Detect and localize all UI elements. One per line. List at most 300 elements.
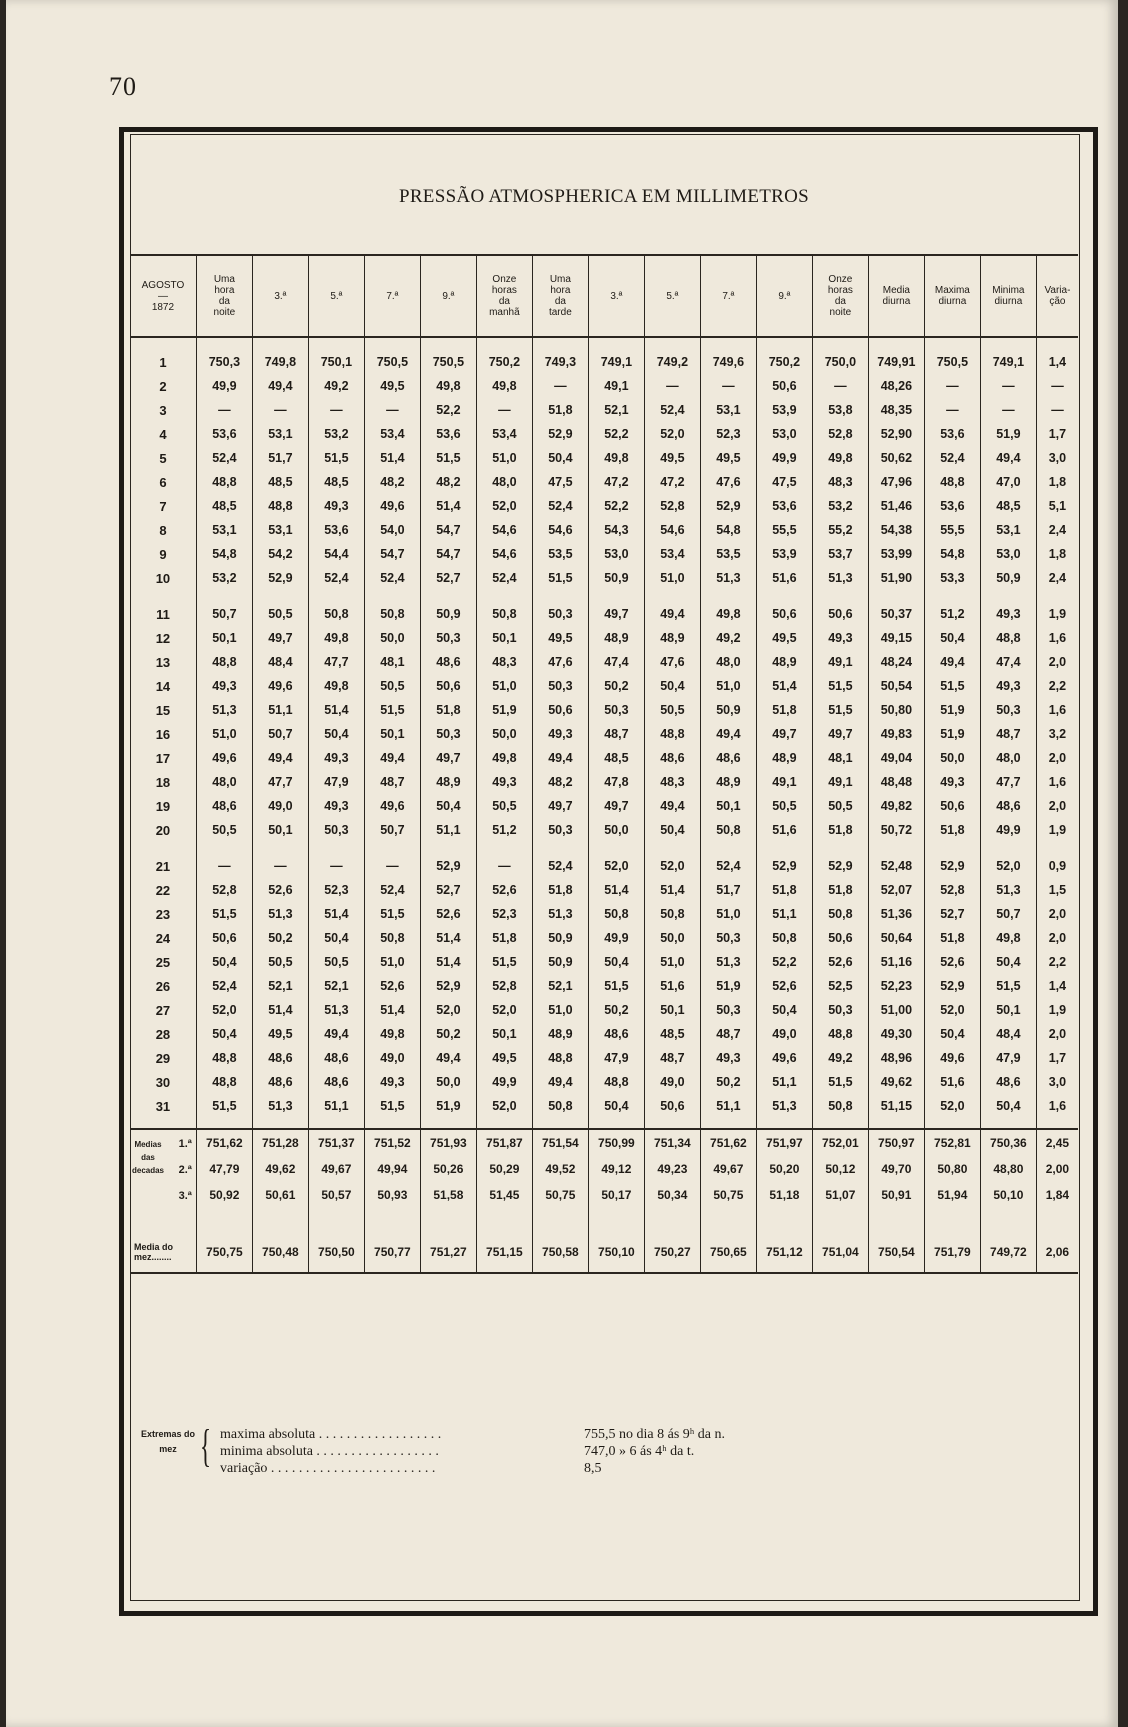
value-cell: 50,62 [868,446,924,470]
decade-value-cell: 51,58 [420,1182,476,1208]
spacer-cell [756,842,812,854]
value-cell: 50,6 [756,374,812,398]
value-cell: 49,9 [476,1070,532,1094]
value-cell: 1,6 [1036,770,1078,794]
spacer-cell [756,1208,812,1220]
value-cell: 51,8 [532,398,588,422]
day-cell: 28 [155,1026,171,1042]
value-cell: 49,4 [252,746,308,770]
value-cell: 51,0 [644,950,700,974]
decade-value-cell: 751,93 [420,1129,476,1156]
value-cell: 49,3 [980,674,1036,698]
value-cell: 51,7 [252,446,308,470]
value-cell: 52,7 [924,902,980,926]
spacer-cell [980,1220,1036,1232]
table-row [130,1046,1078,1070]
value-cell: 52,3 [476,902,532,926]
value-cell: 50,0 [476,722,532,746]
value-cell: 49,6 [364,794,420,818]
value-cell: 49,5 [700,446,756,470]
value-cell: 53,6 [308,518,364,542]
decade-value-cell: 50,92 [196,1182,252,1208]
value-cell: 50,3 [588,698,644,722]
value-cell: 1,9 [1036,818,1078,842]
value-cell: — [308,854,364,878]
value-cell: 49,4 [252,374,308,398]
spacer-cell [644,590,700,602]
day-cell: 9 [159,546,167,562]
month-mean-cell: 750,54 [868,1232,924,1273]
value-cell: 53,0 [980,542,1036,566]
value-cell: 52,07 [868,878,924,902]
value-cell: 52,4 [196,446,252,470]
value-cell: 53,8 [812,398,868,422]
value-cell: 51,36 [868,902,924,926]
spacer-cell [476,1118,532,1129]
value-cell: 50,4 [644,674,700,698]
spacer-cell [476,337,532,350]
decade-value-cell: 751,37 [308,1129,364,1156]
value-cell: 50,1 [364,722,420,746]
month-mean-cell: 751,12 [756,1232,812,1273]
column-header: Media diurna [868,255,924,337]
value-cell: 749,2 [644,350,700,374]
value-cell: 52,4 [308,566,364,590]
value-cell: 49,1 [588,374,644,398]
value-cell: 49,4 [420,1046,476,1070]
value-cell: 51,3 [196,698,252,722]
spacer-cell [868,842,924,854]
value-cell: 51,4 [588,878,644,902]
value-cell: — [196,854,252,878]
value-cell: 50,4 [308,926,364,950]
decade-value-cell: 50,29 [476,1156,532,1182]
spacer-cell [476,1208,532,1220]
value-cell: 50,3 [700,926,756,950]
value-cell: 750,2 [476,350,532,374]
month-mean-label: Media do mez........ [130,1232,196,1273]
month-mean-row [130,1232,1078,1273]
value-cell: 54,3 [588,518,644,542]
spacer-cell [420,1208,476,1220]
column-header: Varia- ção [1036,255,1078,337]
value-cell: 50,2 [420,1022,476,1046]
spacer-cell [644,1208,700,1220]
value-cell: 50,7 [364,818,420,842]
spacer-cell [644,842,700,854]
value-cell: 52,9 [420,974,476,998]
decade-value-cell: 50,61 [252,1182,308,1208]
value-cell: 48,9 [588,626,644,650]
decade-value-cell: 47,79 [196,1156,252,1182]
value-cell: 749,8 [252,350,308,374]
decade-label-cell [130,1182,196,1208]
value-cell: 54,6 [476,518,532,542]
value-cell: 51,8 [532,878,588,902]
spacer-cell [812,1208,868,1220]
spacer-cell [130,590,196,602]
document-page [6,0,1118,1727]
value-cell: 49,8 [980,926,1036,950]
value-cell: 48,7 [364,770,420,794]
table-row [130,854,1078,878]
value-cell: 49,7 [420,746,476,770]
value-cell: 51,0 [532,998,588,1022]
spacer-cell [130,842,196,854]
value-cell: 51,00 [868,998,924,1022]
spacer-cell [924,1220,980,1232]
value-cell: 52,0 [924,1094,980,1118]
value-cell: 50,1 [196,626,252,650]
table-row [130,1094,1078,1118]
value-cell: 49,8 [588,446,644,470]
value-cell: 47,2 [644,470,700,494]
value-cell: 2,0 [1036,1022,1078,1046]
value-cell: 52,2 [588,494,644,518]
value-cell: — [980,374,1036,398]
spacer-cell [476,590,532,602]
value-cell: 51,3 [252,902,308,926]
value-cell: 50,3 [980,698,1036,722]
value-cell: 48,1 [812,746,868,770]
month-mean-cell: 750,75 [196,1232,252,1273]
spacer-cell [588,337,644,350]
value-cell: 51,9 [980,422,1036,446]
value-cell: 50,5 [756,794,812,818]
value-cell: 3,0 [1036,1070,1078,1094]
spacer-cell [130,337,196,350]
day-cell: 31 [155,1098,171,1114]
value-cell: 49,3 [700,1046,756,1070]
value-cell: 50,9 [420,602,476,626]
value-cell: 48,6 [308,1046,364,1070]
spacer-cell [532,842,588,854]
value-cell: 54,8 [700,518,756,542]
value-cell: 51,8 [420,698,476,722]
value-cell: 51,5 [532,566,588,590]
decade-value-cell: 50,26 [420,1156,476,1182]
day-cell: 30 [155,1074,171,1090]
value-cell: 52,6 [756,974,812,998]
extremes-label: Extremas do mez [140,1429,196,1454]
value-cell: 53,1 [196,518,252,542]
value-cell: 48,8 [196,650,252,674]
value-cell: 52,9 [700,494,756,518]
value-cell: 1,4 [1036,350,1078,374]
value-cell: 53,6 [756,494,812,518]
table-row [130,770,1078,794]
value-cell: 50,5 [252,950,308,974]
decade-value-cell: 51,45 [476,1182,532,1208]
value-cell: 50,3 [308,818,364,842]
value-cell: 48,5 [588,746,644,770]
day-cell: 25 [155,954,171,970]
spacer-cell [196,1220,252,1232]
column-header: 9.ª [756,255,812,337]
value-cell: 749,1 [588,350,644,374]
value-cell: 47,8 [588,770,644,794]
value-cell: 50,54 [868,674,924,698]
day-cell: 29 [155,1050,171,1066]
spacer-cell [420,337,476,350]
value-cell: 52,1 [252,974,308,998]
value-cell: 48,8 [252,494,308,518]
spacer-cell [1036,1220,1078,1232]
table-row [130,566,1078,590]
value-cell: 51,8 [812,878,868,902]
value-cell: 51,0 [196,722,252,746]
decade-value-cell: 50,12 [812,1156,868,1182]
decade-value-cell: 50,17 [588,1182,644,1208]
decade-value-cell: 2,45 [1036,1129,1078,1156]
extreme-value: 755,5 no dia 8 ás 9ʰ da n. [584,1427,725,1442]
spacer-cell [700,842,756,854]
value-cell: 50,0 [924,746,980,770]
value-cell: — [364,854,420,878]
spacer-cell [1036,1208,1078,1220]
value-cell: 52,8 [644,494,700,518]
decade-value-cell: 50,75 [532,1182,588,1208]
value-cell: 50,5 [252,602,308,626]
value-cell: 50,5 [308,950,364,974]
spacer-cell [532,590,588,602]
spacer-cell [868,590,924,602]
value-cell: — [924,398,980,422]
value-cell: 2,0 [1036,650,1078,674]
value-cell: 2,4 [1036,518,1078,542]
value-cell: 51,5 [420,446,476,470]
value-cell: 5,1 [1036,494,1078,518]
value-cell: 47,9 [588,1046,644,1070]
value-cell: 54,6 [644,518,700,542]
value-cell: 48,8 [196,1046,252,1070]
value-cell: — [644,374,700,398]
value-cell: 49,5 [476,1046,532,1070]
spacer-cell [812,842,868,854]
value-cell: 50,1 [700,794,756,818]
value-cell: 51,5 [476,950,532,974]
value-cell: 49,8 [812,446,868,470]
value-cell: 52,4 [364,878,420,902]
spacer-cell [364,337,420,350]
value-cell: — [252,398,308,422]
spacer-cell [924,842,980,854]
value-cell: — [532,374,588,398]
value-cell: 48,7 [980,722,1036,746]
value-cell: 52,8 [924,878,980,902]
value-cell: 51,8 [924,926,980,950]
value-cell: 52,9 [252,566,308,590]
spacer-cell [588,1220,644,1232]
value-cell: 50,8 [364,602,420,626]
value-cell: 49,6 [364,494,420,518]
spacer-row [130,337,1078,350]
value-cell: 50,4 [924,1022,980,1046]
value-cell: 50,4 [532,446,588,470]
value-cell: 48,2 [364,470,420,494]
value-cell: 51,4 [364,998,420,1022]
spacer-cell [196,842,252,854]
value-cell: 47,2 [588,470,644,494]
value-cell: 50,6 [644,1094,700,1118]
value-cell: 51,5 [364,902,420,926]
value-cell: 48,5 [980,494,1036,518]
value-cell: 50,4 [644,818,700,842]
value-cell: 51,9 [924,722,980,746]
value-cell: 49,3 [812,626,868,650]
month-mean-cell: 750,50 [308,1232,364,1273]
day-cell: 19 [155,798,171,814]
value-cell: 49,3 [308,746,364,770]
value-cell: 52,2 [420,398,476,422]
decade-value-cell: 48,80 [980,1156,1036,1182]
value-cell: 52,4 [924,446,980,470]
value-cell: 51,0 [644,566,700,590]
value-cell: — [308,398,364,422]
spacer-cell [924,1208,980,1220]
value-cell: 51,6 [756,818,812,842]
value-cell: 51,9 [420,1094,476,1118]
spacer-cell [252,590,308,602]
decade-value-cell: 752,81 [924,1129,980,1156]
value-cell: 49,2 [812,1046,868,1070]
day-cell: 1 [159,354,167,370]
column-header: 5.ª [644,255,700,337]
value-cell: 52,9 [756,854,812,878]
table-row [130,422,1078,446]
spacer-cell [196,1118,252,1129]
value-cell: 52,2 [756,950,812,974]
value-cell: 52,6 [252,878,308,902]
value-cell: 52,4 [644,398,700,422]
extreme-label: variação . . . . . . . . . . . . . . . . . . . . . . . . [220,1461,436,1476]
value-cell: 49,6 [924,1046,980,1070]
value-cell: 52,6 [364,974,420,998]
value-cell: 52,6 [812,950,868,974]
value-cell: 52,8 [476,974,532,998]
value-cell: 52,4 [364,566,420,590]
value-cell: 50,8 [812,1094,868,1118]
month-mean-cell: 750,65 [700,1232,756,1273]
value-cell: 50,8 [756,926,812,950]
value-cell: 51,46 [868,494,924,518]
value-cell: 52,7 [420,566,476,590]
value-cell: 51,7 [700,878,756,902]
value-cell: 52,0 [980,854,1036,878]
value-cell: 49,8 [364,1022,420,1046]
table-row [130,542,1078,566]
value-cell: — [924,374,980,398]
value-cell: 52,7 [420,878,476,902]
value-cell: 52,0 [196,998,252,1022]
table-row [130,746,1078,770]
decade-value-cell: 751,87 [476,1129,532,1156]
value-cell: 51,5 [924,674,980,698]
value-cell: 49,9 [588,926,644,950]
spacer-cell [588,590,644,602]
day-cell: 10 [155,570,171,586]
value-cell: 49,2 [308,374,364,398]
value-cell: 48,6 [252,1046,308,1070]
month-mean-cell: 750,27 [644,1232,700,1273]
value-cell: 50,80 [868,698,924,722]
spacer-row [130,1208,1078,1220]
value-cell: 50,4 [756,998,812,1022]
value-cell: 749,3 [532,350,588,374]
value-cell: 53,2 [812,494,868,518]
value-cell: 53,1 [700,398,756,422]
value-cell: 49,7 [756,722,812,746]
day-cell: 6 [159,474,167,490]
day-cell: 3 [159,402,167,418]
value-cell: 749,1 [980,350,1036,374]
value-cell: 1,7 [1036,1046,1078,1070]
day-cell: 13 [155,654,171,670]
spacer-cell [812,1118,868,1129]
spacer-cell [812,1220,868,1232]
decade-value-cell: 751,62 [196,1129,252,1156]
spacer-cell [420,590,476,602]
value-cell: 49,15 [868,626,924,650]
month-mean-cell: 2,06 [1036,1232,1078,1273]
value-cell: 52,1 [308,974,364,998]
day-cell: 4 [159,426,167,442]
value-cell: 49,4 [924,650,980,674]
value-cell: 52,6 [924,950,980,974]
value-cell: 52,0 [924,998,980,1022]
spacer-cell [308,1118,364,1129]
month-mean-cell: 751,27 [420,1232,476,1273]
value-cell: 54,8 [924,542,980,566]
value-cell: 52,9 [924,974,980,998]
column-header: Maxima diurna [924,255,980,337]
spacer-row [130,590,1078,602]
value-cell: 48,3 [812,470,868,494]
value-cell: 50,5 [476,794,532,818]
value-cell: 50,8 [364,926,420,950]
spacer-cell [532,337,588,350]
value-cell: 48,5 [308,470,364,494]
table-row [130,926,1078,950]
value-cell: 50,6 [420,674,476,698]
value-cell: 48,3 [644,770,700,794]
spacer-cell [644,1118,700,1129]
column-header: Uma hora da noite [196,255,252,337]
spacer-cell [868,1208,924,1220]
value-cell: 50,7 [196,602,252,626]
value-cell: 54,7 [364,542,420,566]
value-cell: 53,6 [196,422,252,446]
decade-value-cell: 51,18 [756,1182,812,1208]
value-cell: 49,0 [364,1046,420,1070]
value-cell: 49,8 [308,674,364,698]
value-cell: 49,0 [756,1022,812,1046]
value-cell: 49,6 [196,746,252,770]
value-cell: 51,6 [644,974,700,998]
spacer-cell [1036,842,1078,854]
value-cell: 51,8 [812,818,868,842]
month-mean-cell: 750,48 [252,1232,308,1273]
decade-value-cell: 49,67 [308,1156,364,1182]
value-cell: 49,8 [476,374,532,398]
value-cell: 48,4 [980,1022,1036,1046]
value-cell: 50,4 [420,794,476,818]
table-row [130,902,1078,926]
value-cell: 54,6 [532,518,588,542]
decade-value-cell: 750,36 [980,1129,1036,1156]
value-cell: 52,0 [476,998,532,1022]
value-cell: 49,3 [308,494,364,518]
